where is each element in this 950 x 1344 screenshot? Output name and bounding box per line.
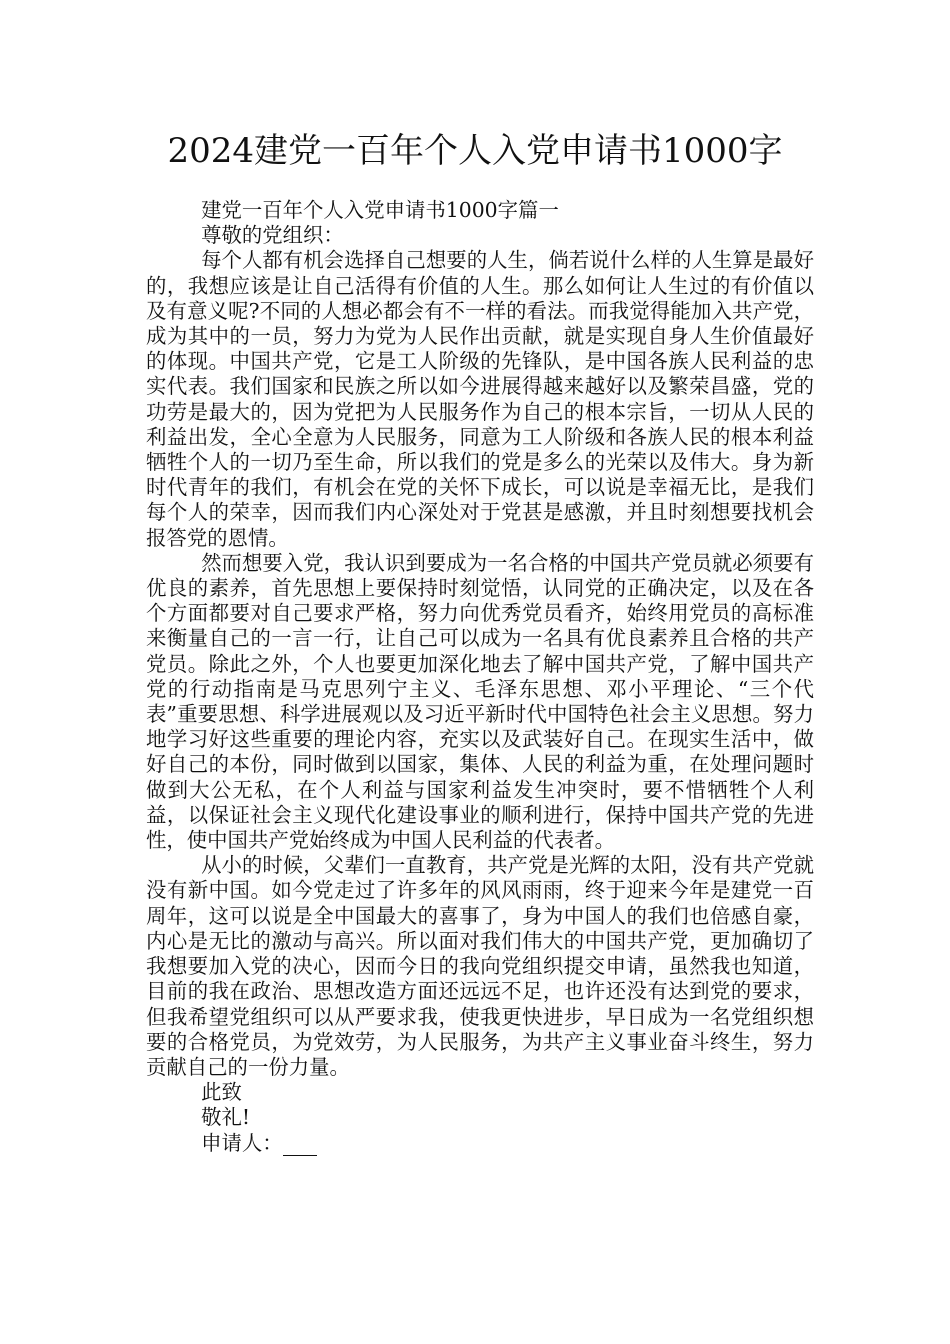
signature-blank xyxy=(283,1135,317,1156)
paragraph-2: 然而想要入党，我认识到要成为一名合格的中国共产党员就必须要有优良的素养，首先思想上要保持时刻觉悟，认同党的正确决定，以及在各个方面都要对自己要求严格，努力向优秀党员看齐，始终用党员的高标准来衡量自己的一言一行，让自己可以成为一名具有优良素养且合格的共产党员。除此之外，个人也要更加深化地去了解中国共产党，了解中国共产党的行动指南是马克思列宁主义、毛泽东思想、邓小平理论、“三个代表”重要思想、科学进展观以及习近平新时代中国特色社会主义思想。努力地学习好这些重要的理论内容，充实以及武装好自己。在现实生活中，做好自己的本份，同时做到以国家，集体、人民的利益为重，在处理问题时做到大公无私，在个人利益与国家利益发生冲突时，要不惜牺牲个人利益，以保证社会主义现代化建设事业的顺利进行，保持中国共产党的先进性，使中国共产党始终成为中国人民利益的代表者。 xyxy=(146,550,814,853)
paragraph-3: 从小的时候，父辈们一直教育，共产党是光辉的太阳，没有共产党就没有新中国。如今党走过了许多年的风风雨雨，终于迎来今年是建党一百周年，这可以说是全中国最大的喜事了，身为中国人的我们也倍感自豪，内心是无比的激动与高兴。所以面对我们伟大的中国共产党，更加确切了我想要加入党的决心，因而今日的我向党组织提交申请，虽然我也知道，目前的我在政治、思想改造方面还远远不足，也许还没有达到党的要求，但我希望党组织可以从严要求我，使我更快进步，早日成为一名党组织想要的合格党员，为党效劳，为人民服务，为共产主义事业奋斗终生，努力贡献自己的一份力量。 xyxy=(146,853,814,1079)
closing-line-2: 敬礼! xyxy=(201,1105,251,1130)
document-title: 2024建党一百年个人入党申请书1000字 xyxy=(167,131,783,171)
applicant-label: 申请人： xyxy=(201,1130,283,1155)
closing-line-1: 此致 xyxy=(201,1080,242,1105)
applicant-line xyxy=(146,1131,814,1156)
paragraph-1: 每个人都有机会选择自己想要的人生，倘若说什么样的人生算是最好的，我想应该是让自己活得有价值的人生。那么如何让人生过的有价值以及有意义呢?不同的人想必都会有不一样的看法。而我觉得能加入共产党，成为其中的一员，努力为党为人民作出贡献，就是实现自身人生价值最好的体现。中国共产党，它是工人阶级的先锋队，是中国各族人民利益的忠实代表。我们国家和民族之所以如今进展得越来越好以及繁荣昌盛，党的功劳是最大的，因为党把为人民服务作为自己的根本宗旨，一切从人民的利益出发，全心全意为人民服务，同意为工人阶级和各族人民的根本利益牺牲个人的一切乃至生命，所以我们的党是多么的光荣以及伟大。身为新时代青年的我们，有机会在党的关怀下成长，可以说是幸福无比，是我们每个人的荣幸，因而我们内心深处对于党甚是感激，并且时刻想要找机会报答党的恩情。 xyxy=(146,248,814,550)
salutation: 尊敬的党组织： xyxy=(201,223,344,248)
document-body xyxy=(146,198,814,1156)
section-heading: 建党一百年个人入党申请书1000字篇一 xyxy=(201,198,559,222)
